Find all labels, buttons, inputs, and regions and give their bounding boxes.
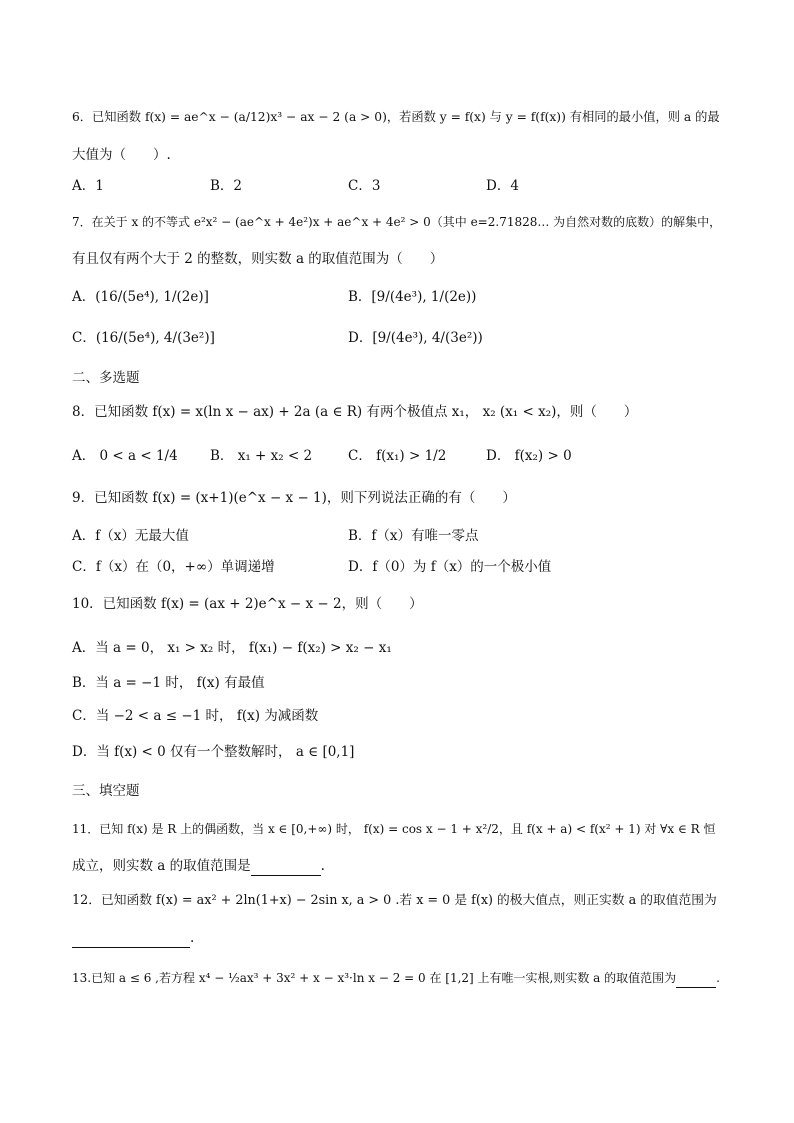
question-11-line-2-text: 成立，则实数 a 的取值范围是 xyxy=(72,858,251,874)
question-7-line-1: 7．在关于 x 的不等式 e²x² − (ae^x + 4e²)x + ae^x + 4e² > 0（其中 e=2.71828… 为自然对数的底数）的解集中， xyxy=(72,215,722,229)
question-7-option-b: B．[9/(4e³), 1/(2e)) xyxy=(348,289,477,305)
question-10-option-d: D．当 f(x) < 0 仅有一个整数解时， a ∈ [0,1] xyxy=(72,744,355,760)
question-9-option-d: D．f（0）为 f（x）的一个极小值 xyxy=(348,559,552,575)
question-8-option-b: B． x₁ + x₂ < 2 xyxy=(210,448,313,464)
question-7-option-c: C．(16/(5e⁴), 4/(3e²)] xyxy=(72,330,215,346)
question-10-option-a: A．当 a = 0， x₁ > x₂ 时， f(x₁) − f(x₂) > x₂ − x₁ xyxy=(72,640,392,656)
question-9-option-c: C．f（x）在（0，+∞）单调递增 xyxy=(72,559,275,575)
question-6-option-c: C．3 xyxy=(348,178,381,194)
section-heading-multiple-choice: 二、多选题 xyxy=(72,370,140,386)
question-8-option-d: D． f(x₂) > 0 xyxy=(486,448,572,464)
question-7-option-d: D．[9/(4e³), 4/(3e²)) xyxy=(348,330,483,346)
question-9-option-a: A．f（x）无最大值 xyxy=(72,528,189,544)
question-11-line-2-end: . xyxy=(320,858,325,874)
answer-blank-11[interactable] xyxy=(251,861,321,876)
question-6-option-a: A．1 xyxy=(72,178,104,194)
question-13-line-1 xyxy=(72,968,728,988)
question-6-option-b: B．2 xyxy=(210,178,243,194)
question-10-option-b: B．当 a = −1 时， f(x) 有最值 xyxy=(72,675,265,691)
question-12-line-1: 12．已知函数 f(x) = ax² + 2ln(1+x) − 2sin x, a > 0 .若 x = 0 是 f(x) 的极大值点，则正实数 a 的取值范围为 xyxy=(72,893,717,908)
question-8-option-a: A． 0 < a < 1/4 xyxy=(72,448,178,464)
section-heading-fill-in: 三、填空题 xyxy=(72,783,140,799)
question-13-line-1-end: . xyxy=(716,971,720,985)
question-6-option-d: D．4 xyxy=(486,178,519,194)
question-6-line-1: 6．已知函数 f(x) = ae^x − (a/12)x³ − ax − 2 (a > 0)，若函数 y = f(x) 与 y = f(f(x)) 有相同的最小值，则 a 的最 xyxy=(72,110,720,124)
question-12-line-2-end: . xyxy=(190,930,195,946)
question-8-line-1: 8．已知函数 f(x) = x(ln x − ax) + 2a (a ∈ R) 有两个极值点 x₁， x₂ (x₁ < x₂)，则（ ） xyxy=(72,404,638,420)
question-12-line-2 xyxy=(72,928,724,948)
question-7-option-a: A．(16/(5e⁴), 1/(2e)] xyxy=(72,289,209,305)
question-10-option-c: C．当 −2 < a ≤ −1 时， f(x) 为减函数 xyxy=(72,708,319,724)
question-8-option-c: C． f(x₁) > 1/2 xyxy=(348,448,447,464)
question-11-line-2 xyxy=(72,856,724,876)
question-13-line-1-text: 13.已知 a ≤ 6 ,若方程 x⁴ − ½ax³ + 3x² + x − x³·ln x − 2 = 0 在 [1,2] 上有唯一实根,则实数 a 的取值范围为 xyxy=(72,971,677,985)
question-7-line-2: 有且仅有两个大于 2 的整数，则实数 a 的取值范围为（ ） xyxy=(72,251,444,267)
question-11-line-1: 11．已知 f(x) 是 R 上的偶函数，当 x ∈ [0,+∞) 时， f(x) = cos x − 1 + x²/2，且 f(x + a) < f(x² + 1) 对 ∀x ∈ R 恒 xyxy=(72,822,716,836)
question-9-option-b: B．f（x）有唯一零点 xyxy=(348,528,479,544)
question-6-line-2: 大值为（ ）. xyxy=(72,147,171,163)
answer-blank-13[interactable] xyxy=(676,973,716,988)
question-9-line-1: 9．已知函数 f(x) = (x+1)(e^x − x − 1)，则下列说法正确的有（ ） xyxy=(72,490,516,506)
answer-blank-12[interactable] xyxy=(72,933,190,948)
question-10-line-1: 10．已知函数 f(x) = (ax + 2)e^x − x − 2，则（ ） xyxy=(72,596,423,612)
